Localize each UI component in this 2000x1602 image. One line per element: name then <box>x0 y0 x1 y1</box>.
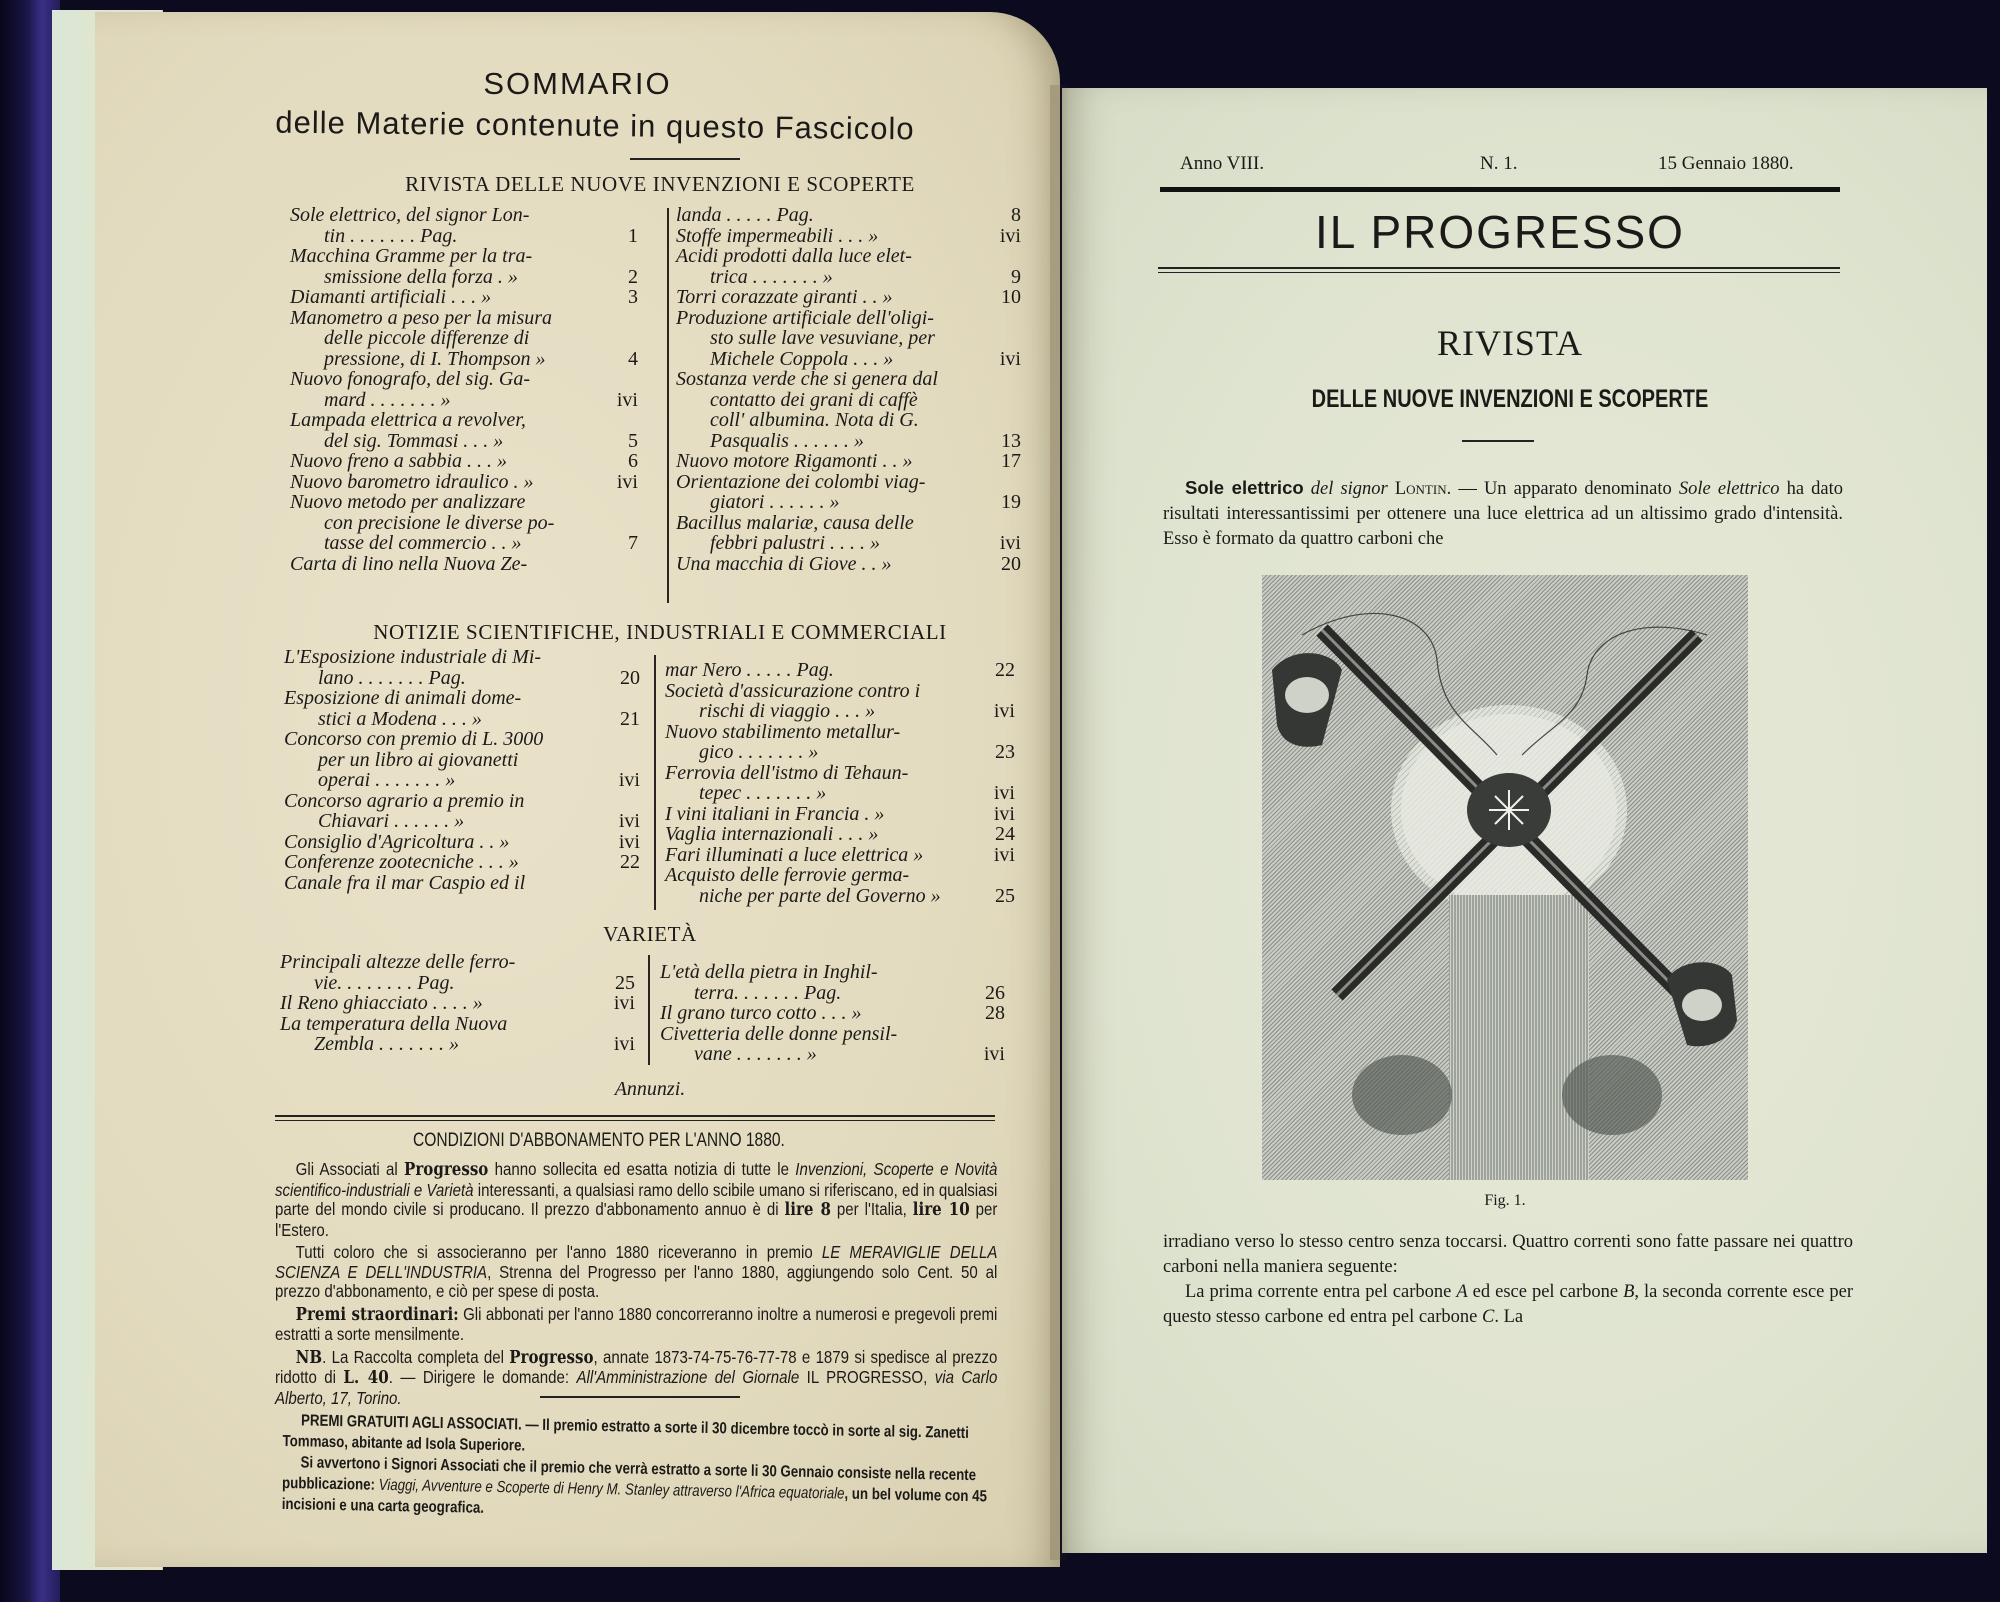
toc-entry <box>284 832 640 853</box>
journal-title: IL PROGRESSO <box>1315 206 1685 258</box>
toc-left-column <box>284 647 640 893</box>
toc-entry <box>665 763 1015 804</box>
toc-right-column <box>665 660 1015 906</box>
toc-entry-line: per un libro ai giovanetti <box>318 748 519 771</box>
toc-entry-line: con precisione le diverse po- <box>324 511 555 534</box>
toc-page-number: 13 <box>1001 429 1021 452</box>
toc-page-number: 9 <box>1011 265 1021 288</box>
toc-entry <box>676 308 1021 370</box>
toc-entry-line: mar Nero . . . . . Pag. <box>665 659 834 681</box>
toc-entry-line: febbri palustri . . . . » <box>710 532 881 554</box>
toc-entry <box>676 246 1021 287</box>
toc-page-number: 28 <box>985 1002 1005 1024</box>
toc-page-number: ivi <box>999 532 1021 554</box>
toc-page-number: 19 <box>1001 491 1021 513</box>
toc-entry-line: smissione della forza . » <box>324 265 518 288</box>
short-rule <box>630 158 740 160</box>
short-rule <box>1462 440 1534 442</box>
toc-entry <box>280 1014 635 1055</box>
toc-entry-line: tin . . . . . . . Pag. <box>324 224 458 247</box>
toc-entry-line: Nuovo fonografo, del sig. Ga- <box>290 368 530 390</box>
toc-entry-line: Michele Coppola . . . » <box>710 347 894 370</box>
toc-page-number: 3 <box>628 286 638 308</box>
toc-entry-line: contatto dei grani di caffè <box>710 388 918 411</box>
toc-entry-line: Chiavari . . . . . . » <box>318 810 465 832</box>
toc-entry-line: lano . . . . . . . Pag. <box>318 666 466 689</box>
toc-entry <box>660 1024 1005 1065</box>
toc-page-number: ivi <box>993 782 1015 804</box>
toc-entry <box>290 205 638 246</box>
toc-entry-line: Stoffe impermeabili . . . » <box>676 224 879 247</box>
sommario-heading: SOMMARIO <box>483 66 672 101</box>
toc-entry-line: Produzione artificiale dell'oligi- <box>676 306 934 329</box>
article-intro: Sole elettrico del signor Lontin. — Un apparato denominato Sole elettrico ha dato risultati interessantissimi per ottenere una luce elettrica ad un altissimo grado d'intensità. Esso è formato da quattro carboni che <box>1163 477 1844 549</box>
toc-entry-line: Ferrovia dell'istmo di Tehaun- <box>665 761 909 784</box>
toc-entry <box>665 804 1015 825</box>
toc-left-column <box>280 952 635 1055</box>
toc-entry-line: Carta di lino nella Nuova Ze- <box>290 552 528 575</box>
toc-entry-line: Nuovo barometro idraulico . » <box>290 470 534 493</box>
toc-page-number: 22 <box>620 851 640 873</box>
toc-page-number: ivi <box>993 700 1015 722</box>
toc-entry <box>284 647 640 688</box>
toc-entry-line: Zembla . . . . . . . » <box>314 1033 459 1055</box>
toc-entry <box>290 554 638 575</box>
toc-page-number: ivi <box>613 1033 635 1055</box>
toc-entry-line: La temperatura della Nuova <box>280 1012 508 1035</box>
toc-page-number: 4 <box>628 347 638 370</box>
toc-entry-line: sto sulle lave vesuviane, per <box>710 327 935 349</box>
toc-entry <box>284 873 640 894</box>
toc-entry-line: Concorso agrario a premio in <box>284 789 525 812</box>
toc-entry-line: Diamanti artificiali . . . » <box>290 286 492 308</box>
toc-page-number: 1 <box>628 224 638 247</box>
toc-entry-line: Macchina Gramme per la tra- <box>290 245 533 267</box>
toc-entry <box>676 369 1021 451</box>
book-cover-edge <box>0 0 60 1602</box>
section-title-varieta: VARIETÀ <box>603 922 697 946</box>
toc-entry <box>676 554 1021 575</box>
masthead-anno: Anno VIII. <box>1180 153 1265 174</box>
electric-sun-engraving <box>1262 575 1748 1180</box>
section-title-notizie: NOTIZIE SCIENTIFICHE, INDUSTRIALI E COMMERCIALI <box>373 620 947 644</box>
toc-entry <box>665 660 1015 681</box>
toc-entry <box>284 688 640 729</box>
toc-entry-line: L'età della pietra in Inghil- <box>660 961 878 983</box>
toc-entry <box>290 410 638 451</box>
toc-entry-line: vie. . . . . . . . Pag. <box>314 971 455 994</box>
toc-entry-line: Il grano turco cotto . . . » <box>660 1002 862 1024</box>
toc-page-number: 6 <box>628 450 638 472</box>
toc-right-column <box>676 205 1021 574</box>
toc-entry-line: Una macchia di Giove . . » <box>676 552 892 575</box>
toc-entry-line: stici a Modena . . . » <box>318 707 482 730</box>
toc-entry-line: Nuovo stabilimento metallur- <box>665 720 901 743</box>
toc-page-number: 2 <box>628 265 638 288</box>
toc-entry-line: Bacillus malariæ, causa delle <box>676 511 914 534</box>
toc-page-number: 25 <box>615 971 635 994</box>
toc-page-number: 7 <box>628 532 638 554</box>
toc-entry <box>665 681 1015 722</box>
toc-entry <box>660 962 1005 1003</box>
toc-page-number: ivi <box>616 388 638 411</box>
toc-entry-line: del sig. Tommasi . . . » <box>324 429 504 452</box>
toc-entry <box>676 205 1021 226</box>
toc-entry <box>284 852 640 873</box>
toc-page-number: 26 <box>985 981 1005 1004</box>
toc-entry-line: Manometro a peso per la misura <box>290 306 553 329</box>
toc-entry-line: Pasqualis . . . . . . » <box>710 429 864 452</box>
toc-entry-line: Lampada elettrica a revolver, <box>290 409 526 431</box>
toc-right-column <box>660 962 1005 1065</box>
figure-caption: Fig. 1. <box>1484 1192 1526 1209</box>
toc-entry-line: tepec . . . . . . . » <box>699 782 827 804</box>
toc-entry-line: tasse del commercio . . » <box>324 532 522 554</box>
article-continuation: irradiano verso lo stesso centro senza toccarsi. Quattro correnti sono fatte passare nei quattro carboni nella maniera seguente: La prima corrente entra pel carbone A ed esce pel carbone B, la seconda corrente esce per questo stesso carbone ed entra pel carbone C. La <box>1163 1232 1853 1327</box>
toc-page-number: ivi <box>618 810 640 832</box>
toc-page-number: 22 <box>995 659 1015 681</box>
toc-entry <box>290 308 638 370</box>
toc-entry-line: giatori . . . . . . » <box>710 491 840 513</box>
toc-entry-line: Conferenze zootecniche . . . » <box>284 851 519 873</box>
toc-entry-line: gico . . . . . . . » <box>699 741 819 763</box>
toc-entry-line: Il Reno ghiacciato . . . . » <box>280 992 483 1014</box>
toc-entry-line: Canale fra il mar Caspio ed il <box>284 871 526 894</box>
toc-entry <box>290 472 638 493</box>
short-rule <box>540 1396 740 1398</box>
toc-entry-line: terra. . . . . . . Pag. <box>694 981 842 1004</box>
figure-electric-sun-illustration <box>1262 575 1748 1180</box>
toc-entry-line: Sole elettrico, del signor Lon- <box>290 204 530 226</box>
toc-entry-line: Concorso con premio di L. 3000 <box>284 728 544 750</box>
masthead-numero: N. 1. <box>1480 153 1518 174</box>
toc-entry-line: Vaglia internazionali . . . » <box>665 823 879 845</box>
toc-page-number: ivi <box>999 224 1021 247</box>
toc-page-number: 17 <box>1001 450 1021 472</box>
toc-entry <box>665 722 1015 763</box>
toc-entry-line: landa . . . . . Pag. <box>676 204 814 226</box>
toc-entry <box>290 492 638 554</box>
toc-entry <box>676 472 1021 513</box>
toc-page-number: 23 <box>995 741 1015 763</box>
section-title: RIVISTA <box>1436 323 1584 363</box>
toc-page-number: ivi <box>618 830 640 853</box>
toc-entry-line: Torri corazzate giranti . . » <box>676 286 893 308</box>
toc-entry-line: Civetteria delle donne pensil- <box>660 1022 898 1045</box>
toc-entry-line: Nuovo metodo per analizzare <box>290 491 526 513</box>
toc-entry <box>290 369 638 410</box>
toc-entry-line: delle piccole differenze di <box>324 327 530 349</box>
toc-page-number: 20 <box>620 666 640 689</box>
toc-entry-line: niche per parte del Governo » <box>699 884 941 907</box>
toc-entry <box>290 451 638 472</box>
toc-entry-line: coll' albumina. Nota di G. <box>710 409 919 431</box>
toc-entry <box>290 246 638 287</box>
annunzi-label: Annunzi. <box>614 1078 686 1100</box>
toc-page-number: ivi <box>616 470 638 493</box>
toc-page-number: 24 <box>995 823 1015 845</box>
sommario-subheading: delle Materie contenute in questo Fascicolo <box>275 104 915 147</box>
toc-page-number: ivi <box>993 843 1015 866</box>
toc-page-number: ivi <box>993 802 1015 825</box>
toc-page-number: 25 <box>995 884 1015 907</box>
toc-entry-line: Fari illuminati a luce elettrica » <box>665 843 924 866</box>
toc-entry <box>665 824 1015 845</box>
book-gutter <box>1050 85 1070 1560</box>
toc-entry-line: Acidi prodotti dalla luce elet- <box>676 245 912 267</box>
toc-entry <box>676 451 1021 472</box>
column-divider <box>648 955 650 1065</box>
masthead-double-rule <box>1158 267 1840 273</box>
toc-entry-line: Sostanza verde che si genera dal <box>676 368 938 390</box>
toc-entry-line: trica . . . . . . . » <box>710 265 833 288</box>
section-subtitle: DELLE NUOVE INVENZIONI E SCOPERTE <box>1311 385 1709 413</box>
toc-entry <box>284 791 640 832</box>
toc-entry <box>660 1003 1005 1024</box>
toc-entry <box>290 287 638 308</box>
toc-page-number: ivi <box>999 347 1021 370</box>
toc-entry-line: Esposizione di animali dome- <box>284 687 522 709</box>
toc-left-column <box>290 205 638 574</box>
toc-entry <box>280 952 635 993</box>
masthead-date: 15 Gennaio 1880. <box>1658 153 1794 174</box>
toc-entry <box>676 287 1021 308</box>
toc-entry <box>284 729 640 791</box>
toc-entry-line: mard . . . . . . . » <box>324 388 451 411</box>
toc-entry <box>665 865 1015 906</box>
column-divider <box>667 208 669 603</box>
toc-entry-line: Principali altezze delle ferro- <box>280 951 516 973</box>
toc-entry <box>280 993 635 1014</box>
toc-page-number: ivi <box>613 992 635 1014</box>
toc-page-number: ivi <box>618 769 640 791</box>
abbonamento-text: Gli Associati al Progresso hanno sollecita ed esatta notizia di tutte le Invenzioni, Scoperte e Novità scientifico-industriali e Varietà interessanti, a qualsiasi ramo dello scibile umano si riferiscano, ed in qualsiasi parte del mondo civile si producano. Il prezzo d'abbonamento annuo è di lire 8 per l'Italia, lire 10 per l'Estero. Tutti coloro che si associeranno per l'anno 1880 riceveranno in premio LE MERAVIGLIE DELLA SCIENZA E DELL'INDUSTRIA, Strenna del Progresso per l'anno 1880, aggiungendo solo Cent. 50 al prezzo d'abbonamento, e ciò per spese di posta. Premi straordinari: Gli abbonati per l'anno 1880 concorreranno inoltre a numerosi e pregevoli premi estratti a sorte mensilmente. NB. La Raccolta completa del Progresso, annate 1873-74-75-76-77-78 e 1879 si spedisce al prezzo ridotto di L. 40. — Dirigere le domande: All'Amministrazione del Giornale IL PROGRESSO, via Carlo Alberto, 17, Torino. <box>275 1159 998 1408</box>
toc-entry-line: Orientazione dei colombi viag- <box>676 470 926 493</box>
toc-entry-line: Nuovo freno a sabbia . . . » <box>290 450 508 472</box>
toc-page-number: 8 <box>1011 204 1021 226</box>
toc-entry-line: Società d'assicurazione contro i <box>665 679 921 702</box>
toc-entry <box>676 226 1021 247</box>
abbonamento-title: CONDIZIONI D'ABBONAMENTO PER L'ANNO 1880. <box>413 1130 785 1151</box>
toc-entry-line: Consiglio d'Agricoltura . . » <box>284 830 510 853</box>
toc-entry-line: L'Esposizione industriale di Mi- <box>284 646 542 668</box>
masthead-rule <box>1160 187 1840 192</box>
toc-entry-line: I vini italiani in Francia . » <box>665 802 885 825</box>
toc-page-number: 5 <box>628 429 638 452</box>
toc-entry-line: rischi di viaggio . . . » <box>699 700 876 722</box>
toc-entry-line: Acquisto delle ferrovie germa- <box>665 864 910 886</box>
double-rule <box>275 1115 995 1121</box>
section-title-rivista: RIVISTA DELLE NUOVE INVENZIONI E SCOPERTE <box>405 172 915 196</box>
column-divider <box>654 655 656 910</box>
toc-page-number: 21 <box>620 707 640 730</box>
toc-page-number: ivi <box>983 1043 1005 1065</box>
toc-page-number: 10 <box>1001 286 1021 308</box>
toc-entry <box>665 845 1015 866</box>
toc-entry <box>676 513 1021 554</box>
toc-entry-line: operai . . . . . . . » <box>318 769 456 791</box>
toc-entry-line: vane . . . . . . . » <box>694 1043 817 1065</box>
premi-gratuiti-text: PREMI GRATUITI AGLI ASSOCIATI. — Il premio estratto a sorte il 30 dicembre toccò in sorte al sig. Zanetti Tommaso, abitante ad Isola Superiore. Si avvertono i Signori Associati che il premio che verrà estratto a sorte li 30 Gennaio consiste nella recente pubblicazione: Viaggi, Avventure e Scoperte di Henry M. Stanley attraverso l'Africa equatoriale, un bel volume con 45 incisioni e una carta geografica. <box>281 1412 988 1517</box>
toc-page-number: 20 <box>1001 552 1021 575</box>
toc-entry-line: Nuovo motore Rigamonti . . » <box>676 450 913 472</box>
toc-entry-line: pressione, di I. Thompson » <box>324 347 546 370</box>
